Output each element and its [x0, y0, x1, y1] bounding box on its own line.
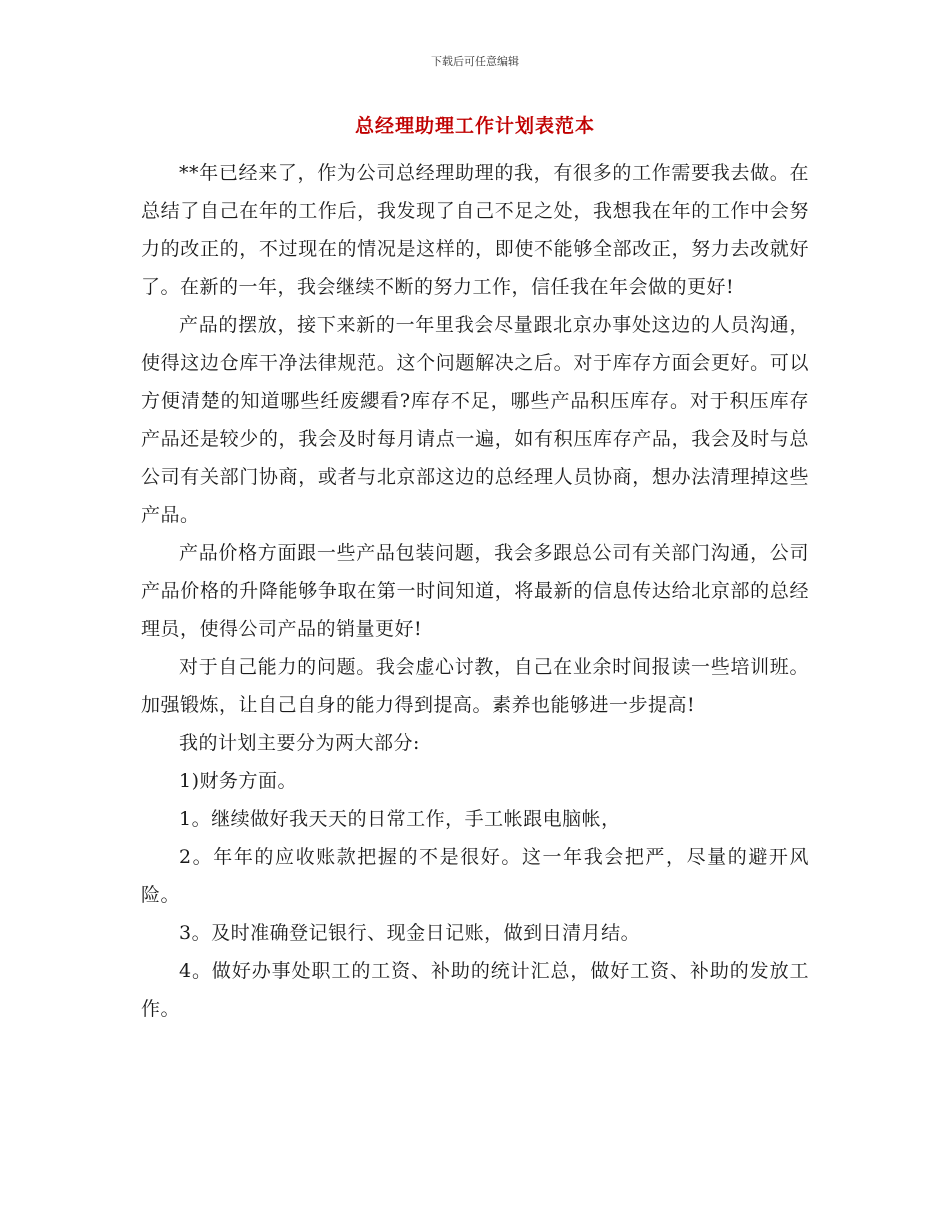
paragraph-finance-heading: 1)财务方面。	[179, 770, 298, 792]
paragraph-intro: **年已经来了，作为公司总经理助理的我，有很多的工作需要我去做。在总结了自己在年的工作后，我发现了自己不足之处，我想我在年的工作中会努力的改正的，不过现在的情况是这样的，即使不能够全部改正，努力去改就好了。在新的一年，我会继续不断的努力工作，信任我在年会做的更好!	[141, 162, 809, 298]
document-title: 总经理助理工作计划表范本	[354, 115, 595, 137]
paragraph-plan-intro: 我的计划主要分为两大部分:	[179, 732, 420, 754]
paragraph-product-placement: 产品的摆放，接下来新的一年里我会尽量跟北京办事处这边的人员沟通，使得这边仓库干净法律规范。这个问题解决之后。对于库存方面会更好。可以方便清楚的知道哪些纴废纓看?库存不足，哪些产品积压库存。对于积压库存产品还是较少的，我会及时每月请点一遍，如有积压库存产品，我会及时与总公司有关部门协商，或者与北京部这边的总经理人员协商，想办法清理掉这些产品。	[141, 314, 809, 526]
list-item: 4。做好办事处职工的工资、补助的统计汇总，做好工资、补助的发放工作。	[141, 960, 809, 1020]
document-body	[141, 154, 809, 1028]
list-item: 1。继续做好我天天的日常工作，手工帐跟电脑帐，	[179, 808, 621, 830]
list-item: 2。年年的应收账款把握的不是很好。这一年我会把严，尽量的避开风险。	[141, 846, 809, 906]
page-header-note: 下载后可任意编辑	[431, 55, 519, 68]
paragraph-self-improvement: 对于自己能力的问题。我会虚心讨教，自己在业余时间报读一些培训班。加强锻炼，让自己自身的能力得到提高。素养也能够进一步提高!	[141, 656, 809, 716]
paragraph-product-price: 产品价格方面跟一些产品包装问题，我会多跟总公司有关部门沟通，公司产品价格的升降能够争取在第一时间知道，将最新的信息传达给北京部的总经理员，使得公司产品的销量更好!	[141, 542, 809, 640]
list-item: 3。及时准确登记银行、现金日记账，做到日清月结。	[179, 922, 641, 944]
